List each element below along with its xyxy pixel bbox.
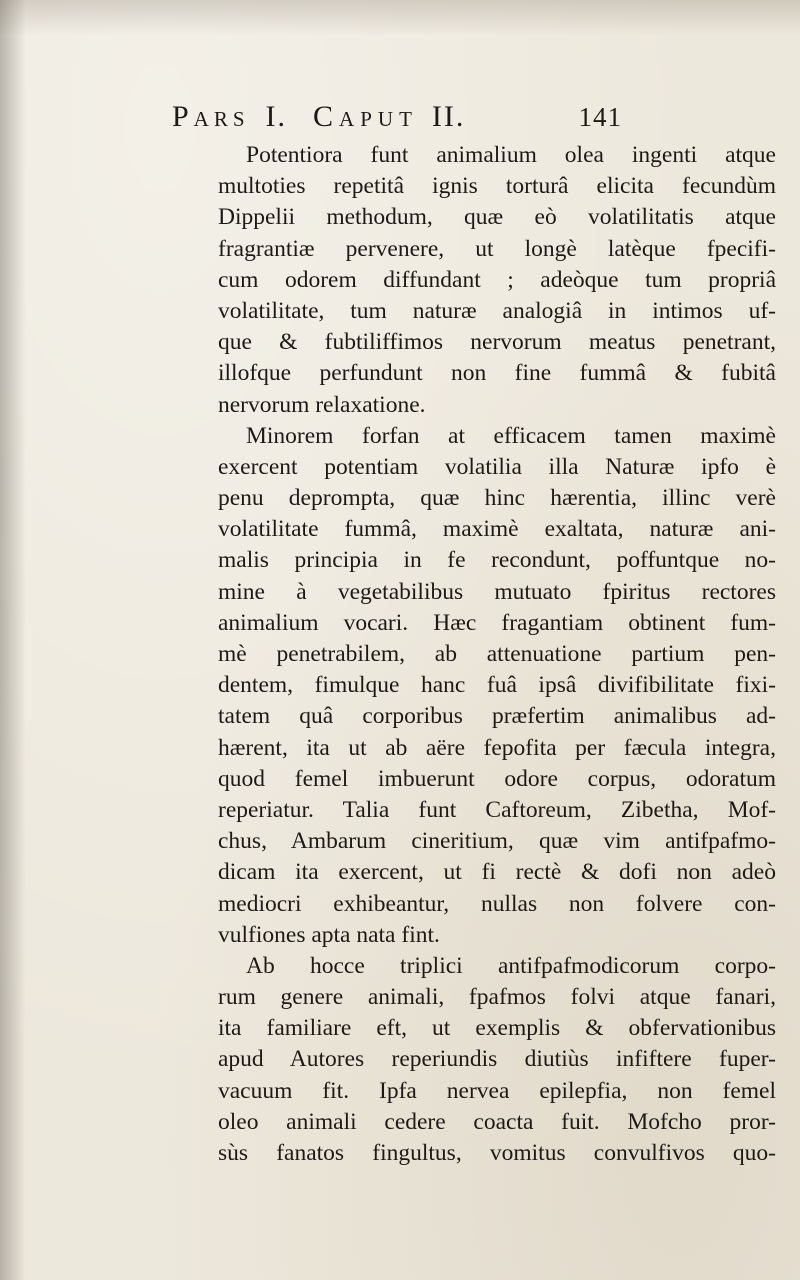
page-number: 141 xyxy=(578,102,622,132)
text-line: animalium vocari. Hæc fragantiam obtinent fum- xyxy=(218,609,776,636)
text-line: volatilitate fummâ, maximè exaltata, naturæ ani- xyxy=(218,516,776,543)
text-line: ita familiare eft, ut exemplis & obfervationibus xyxy=(218,1015,776,1042)
text-line: mine à vegetabilibus mutuato fpiritus rectores xyxy=(218,578,776,605)
text-line: Minorem forfan at efficacem tamen maximè xyxy=(246,422,776,449)
text-line: cum odorem diffundant ; adeòque tum propriâ xyxy=(218,266,776,293)
text-line: dicam ita exercent, ut fi rectè & dofi non adeò xyxy=(218,859,776,886)
text-line: illofque perfundunt non fine fummâ & fubitâ xyxy=(218,360,776,387)
text-line: dentem, fimulque hanc fuâ ipsâ divifibilitate fixi- xyxy=(218,672,776,699)
running-head xyxy=(172,100,622,136)
text-line: rum genere animali, fpafmos folvi atque fanari, xyxy=(218,984,776,1011)
text-line: vulfiones apta nata fint. xyxy=(218,921,440,948)
text-line: que & fubtiliffimos nervorum meatus penetrant, xyxy=(218,329,776,356)
text-line: nervorum relaxatione. xyxy=(218,391,426,418)
running-head-caput-number: II. xyxy=(431,100,466,133)
running-head-part: Pars xyxy=(172,100,250,133)
running-head-caput: Caput xyxy=(313,100,418,133)
text-line: chus, Ambarum cineritium, quæ vim antifpafmo- xyxy=(218,828,776,855)
text-line: fragrantiæ pervenere, ut longè latèque fpecifi- xyxy=(218,235,776,262)
page-gutter-shadow xyxy=(0,0,26,1280)
text-line: multoties repetitâ ignis torturâ elicita fecundùm xyxy=(218,173,776,200)
text-line: oleo animali cedere coacta fuit. Mofcho pror- xyxy=(218,1108,776,1135)
text-line: vacuum fit. Ipfa nervea epilepfia, non femel xyxy=(218,1077,776,1104)
text-line: Ab hocce triplici antifpafmodicorum corpo- xyxy=(246,952,776,979)
text-line: malis principia in fe recondunt, poffuntque no- xyxy=(218,547,776,574)
running-head-part-number: I. xyxy=(265,100,288,133)
text-line: mè penetrabilem, ab attenuatione partium pen- xyxy=(218,641,776,667)
text-line: reperiatur. Talia funt Caftoreum, Zibetha, Mof- xyxy=(218,796,776,823)
text-line: volatilitate, tum naturæ analogiâ in intimos uf- xyxy=(218,297,776,324)
text-line: exercent potentiam volatilia illa Naturæ ipfo è xyxy=(218,453,776,480)
text-line: hærent, ita ut ab aëre fepofita per fæcula integra, xyxy=(218,734,776,761)
text-line: Dippelii methodum, quæ eò volatilitatis atque xyxy=(218,204,776,231)
text-line: Potentiora funt animalium olea ingenti atque xyxy=(246,142,776,168)
text-line: apud Autores reperiundis diutiùs infiftere fuper- xyxy=(218,1046,776,1073)
text-line: sùs fanatos fingultus, vomitus convulfivos quo- xyxy=(218,1140,776,1166)
text-line: penu deprompta, quæ hinc hærentia, illinc verè xyxy=(218,485,776,512)
text-line: tatem quâ corporibus præfertim animalibus ad- xyxy=(218,703,776,730)
text-line: mediocri exhibeantur, nullas non folvere con- xyxy=(218,890,776,917)
text-line: quod femel imbuerunt odore corpus, odoratum xyxy=(218,765,776,792)
body-text xyxy=(218,140,776,1169)
page-top-shadow xyxy=(0,0,800,36)
